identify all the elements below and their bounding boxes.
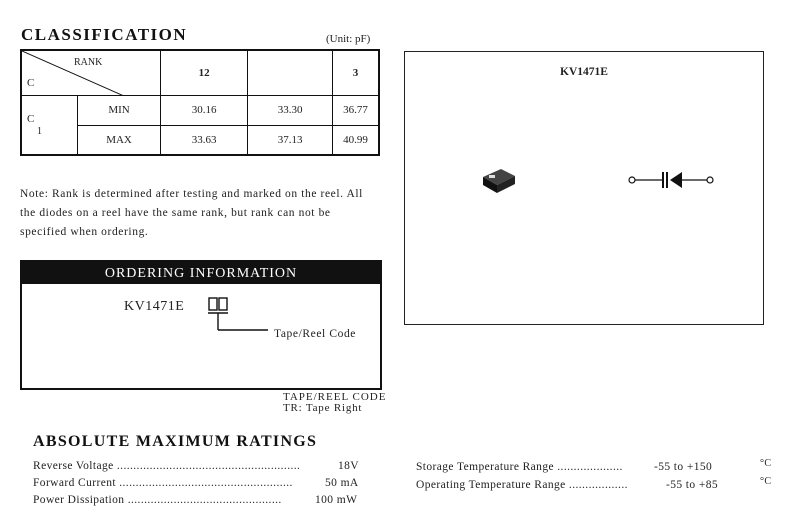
cell-max-2: 37.13	[248, 125, 333, 155]
rating-power-dissipation-label: Power Dissipation ...............................................	[33, 494, 282, 506]
c1-subscript: 1	[37, 125, 42, 137]
classification-title: CLASSIFICATION	[21, 25, 188, 44]
tape-reel-code-value: TR: Tape Right	[283, 402, 363, 414]
c-label: C	[27, 77, 35, 89]
rank-col-3: 3	[333, 50, 379, 95]
cell-min-1: 30.16	[161, 95, 248, 125]
tape-reel-code-title: TAPE/REEL CODE	[283, 391, 387, 403]
rating-storage-temp-value: -55 to +150	[654, 461, 713, 473]
package-icon	[479, 167, 519, 197]
row-min-label: MIN	[78, 95, 161, 125]
cell-min-2: 33.30	[248, 95, 333, 125]
rating-forward-current-value: 50 mA	[325, 477, 359, 489]
tape-code-indicator	[208, 296, 268, 342]
rating-storage-temp-label: Storage Temperature Range ....................	[416, 461, 623, 473]
rating-storage-temp-unit: °C	[760, 458, 772, 469]
rating-operating-temp-value: -55 to +85	[666, 479, 719, 491]
diagonal-line	[22, 51, 124, 96]
tape-reel-label: Tape/Reel Code	[274, 328, 356, 340]
rating-operating-temp-label: Operating Temperature Range ..................	[416, 479, 628, 491]
cell-max-3: 40.99	[333, 125, 379, 155]
rank-note: Note: Rank is determined after testing and marked on the reel. All the diodes on a reel have the same rank, but rank can not be specified when ordering.	[20, 188, 363, 238]
rating-operating-temp-unit: °C	[760, 476, 772, 487]
ordering-info-title: ORDERING INFORMATION	[22, 262, 380, 284]
rating-power-dissipation-value: 100 mW	[315, 494, 358, 506]
varactor-diode-symbol-icon	[628, 170, 714, 190]
package-figure-box	[404, 51, 764, 325]
rank-header-cell	[21, 50, 161, 95]
ordering-info-box	[20, 260, 382, 390]
rating-reverse-voltage-label: Reverse Voltage ........................................................	[33, 460, 301, 472]
rating-reverse-voltage-value: 18V	[338, 460, 360, 472]
cell-max-1: 33.63	[161, 125, 248, 155]
rank-label: RANK	[74, 57, 103, 68]
c1-label-cell	[21, 95, 78, 155]
cell-min-3: 36.77	[333, 95, 379, 125]
rank-col-1: 12	[161, 50, 248, 95]
figure-title: KV1471E	[560, 66, 608, 78]
ratings-title: ABSOLUTE MAXIMUM RATINGS	[33, 433, 318, 450]
rating-forward-current-label: Forward Current .....................................................	[33, 477, 293, 489]
unit-label: (Unit: pF)	[326, 33, 371, 45]
c1-label: C	[27, 112, 35, 125]
classification-table	[20, 49, 380, 156]
rank-col-2	[248, 50, 333, 95]
ordering-part-number: KV1471E	[124, 299, 185, 314]
row-max-label: MAX	[78, 125, 161, 155]
